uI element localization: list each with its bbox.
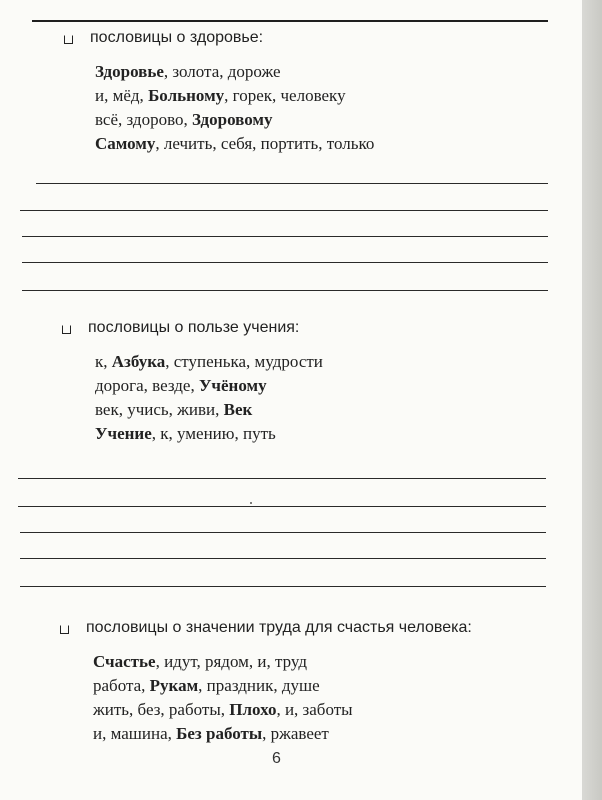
word-token: , лечить, себя, портить, только — [155, 134, 375, 153]
word-line — [95, 84, 374, 108]
word-line — [95, 422, 323, 446]
writing-line[interactable] — [22, 236, 548, 237]
word-token: Здоровому — [192, 110, 273, 129]
word-token: Рукам — [149, 676, 199, 695]
word-token: дорога, везде, — [95, 376, 199, 395]
word-token: и, машина, — [93, 724, 177, 743]
word-token: Азбука — [111, 352, 166, 371]
word-line — [93, 650, 353, 674]
word-token: век, учись, живи, — [95, 400, 224, 419]
page-number: 6 — [272, 750, 281, 767]
word-line — [93, 674, 353, 698]
word-token: , золота, дороже — [163, 62, 281, 81]
writing-line[interactable] — [20, 558, 546, 559]
print-speck — [250, 502, 252, 504]
word-list-health — [95, 60, 374, 156]
word-line — [93, 722, 353, 746]
writing-line[interactable] — [36, 183, 548, 184]
word-token: Учение — [95, 424, 152, 443]
checkbox-icon — [60, 625, 69, 634]
word-token: , к, умению, путь — [151, 424, 276, 443]
word-token: Плохо — [229, 700, 277, 719]
section-title-labor — [60, 618, 472, 638]
word-line — [93, 698, 353, 722]
word-token: к, — [95, 352, 112, 371]
word-token: Без работы — [176, 724, 263, 743]
section-title-text: пословицы о здоровье: — [90, 29, 264, 46]
word-token: , ступенька, мудрости — [165, 352, 323, 371]
word-token: , и, заботы — [276, 700, 353, 719]
writing-line[interactable] — [22, 290, 548, 291]
section-title-health — [64, 28, 263, 48]
word-line — [95, 132, 374, 156]
writing-line[interactable] — [18, 506, 546, 507]
top-rule — [32, 20, 548, 22]
section-title-text: пословицы о значении труда для счастья человека: — [86, 619, 472, 636]
checkbox-icon — [62, 325, 71, 334]
writing-line[interactable] — [20, 532, 546, 533]
section-title-learning — [62, 318, 299, 338]
checkbox-icon — [64, 35, 73, 44]
word-line — [95, 350, 323, 374]
word-token: Больному — [148, 86, 225, 105]
section-title-text: пословицы о пользе учения: — [88, 319, 300, 336]
writing-line[interactable] — [22, 262, 548, 263]
writing-line[interactable] — [18, 478, 546, 479]
word-token: жить, без, работы, — [93, 700, 230, 719]
word-line — [95, 108, 374, 132]
writing-line[interactable] — [20, 210, 548, 211]
word-list-learning — [95, 350, 323, 446]
word-token: Самому — [95, 134, 156, 153]
word-line — [95, 60, 374, 84]
word-token: Здоровье — [95, 62, 164, 81]
word-token: , ржавеет — [262, 724, 329, 743]
writing-line[interactable] — [20, 586, 546, 587]
word-token: , идут, рядом, и, труд — [155, 652, 307, 671]
word-token: всё, здорово, — [95, 110, 192, 129]
word-line — [95, 374, 323, 398]
word-token: Счастье — [93, 652, 156, 671]
word-token: Век — [223, 400, 253, 419]
word-token: и, мёд, — [95, 86, 149, 105]
word-token: работа, — [93, 676, 150, 695]
word-token: , горек, человеку — [224, 86, 346, 105]
word-list-labor — [93, 650, 353, 746]
word-line — [95, 398, 323, 422]
page-edge-shadow — [582, 0, 602, 800]
word-token: , праздник, душе — [198, 676, 320, 695]
word-token: Учёному — [198, 376, 267, 395]
